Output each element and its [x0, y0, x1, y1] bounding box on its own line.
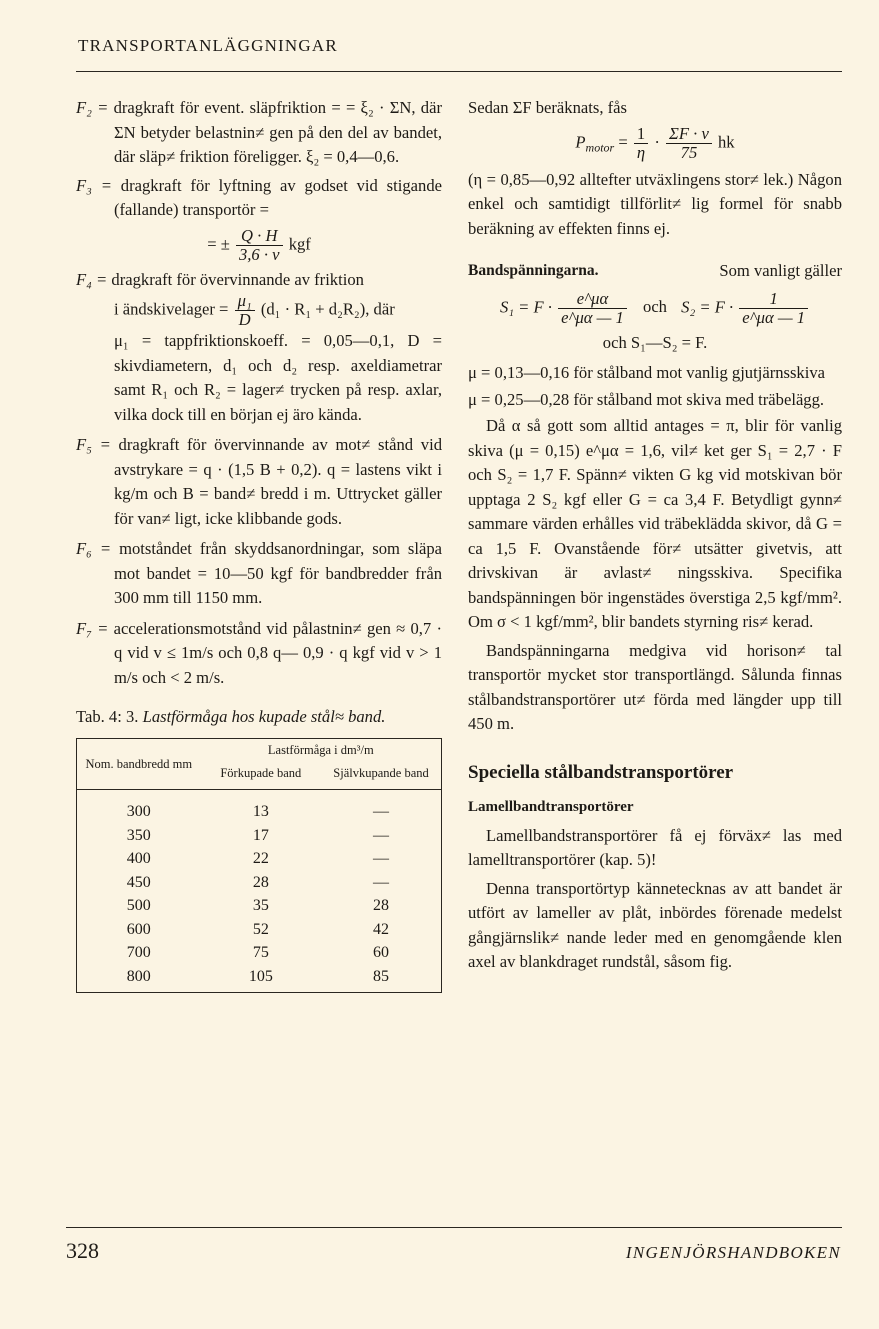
- f5-definition: [76, 433, 442, 531]
- tension-equations: [468, 290, 842, 327]
- cell-precupped: 52: [252, 920, 269, 938]
- band-heading-rest: Som vanligt gäller: [719, 261, 842, 280]
- pmotor-eq: =: [618, 131, 628, 151]
- table-row: [77, 824, 442, 848]
- f4-label: F₄ =: [76, 269, 108, 289]
- f7-label: F₇ =: [76, 618, 109, 638]
- pmotor-f2-num: ΣF · v: [666, 125, 712, 144]
- band-heading-line: [468, 259, 842, 284]
- pmotor-equation: [468, 125, 842, 162]
- pmotor-fraction-2: [666, 125, 712, 162]
- cell-precupped: 17: [252, 826, 269, 844]
- col-header-width: Nom. bandbredd mm: [77, 739, 201, 790]
- cell-selfcupping: —: [373, 850, 390, 867]
- f5-label: F₅ =: [76, 435, 111, 454]
- s1-fraction: [558, 290, 627, 327]
- f3-numerator: Q · H: [236, 227, 283, 246]
- running-header: TRANSPORTANLÄGGNINGAR: [78, 36, 338, 55]
- f3-eq-prefix: = ±: [207, 233, 230, 253]
- tension-difference: och S₁—S₂ = F.: [602, 332, 708, 352]
- intro-text: Sedan ΣF beräknats, fås: [468, 98, 627, 117]
- cell-precupped: 22: [252, 850, 269, 867]
- pmotor-f1-num: 1: [634, 125, 648, 144]
- lamell-paragraph-1: Lamellbandstransportörer få ej förväx≠ las med lamelltransportörer (kap. 5)!: [468, 825, 842, 869]
- s2-fraction: [739, 290, 808, 327]
- pmotor-fraction-1: [634, 125, 648, 162]
- f4-rest: μ₁ = tappfriktionskoeff. = 0,05—0,1, D = skivdiametern, d₁ och d₂ resp. axeldiametrar samt R₁ och R₂ = lager≠ trycken på resp. axlar, vilka dock till en början ej äro kända.: [114, 331, 442, 424]
- f4-line2: [114, 292, 442, 329]
- cell-width: 600: [126, 920, 151, 938]
- and-word: och: [643, 296, 667, 316]
- table-row: [77, 965, 442, 993]
- lamell-paragraph-2: Denna transportörtyp kännetecknas av att bandet är utfört av lameller av plåt, inbördes förenade medelst gångjärnslik≠ nande leder med en genomgående klen axel av blankdraget rundstål, såsom fig.: [468, 878, 842, 971]
- pmotor-dot: ·: [654, 131, 660, 151]
- s1-numerator: e^μα: [558, 290, 627, 309]
- cell-selfcupping: 28: [373, 897, 390, 914]
- f4-numerator: μ₁: [235, 292, 255, 311]
- length-paragraph: Bandspänningarna medgiva vid horison≠ tal transportör mycket stor transportlängd. Sålunda finnas stålbandstransportörer ut≠ förda med längder upp till 450 m.: [468, 640, 842, 733]
- eta-text: (η = 0,85—0,92 alltefter utväxlingens stor≠ lek.) Någon enkel och samtidigt tillförlit≠ lig formel för snabb beräkning av effekten finns ej.: [468, 169, 842, 238]
- pmotor-unit: hk: [718, 131, 735, 151]
- s2-denominator: e^μα — 1: [742, 307, 806, 327]
- cell-width: 500: [126, 897, 151, 914]
- table-row: [77, 790, 442, 824]
- table-row: [77, 894, 442, 918]
- cell-precupped: 13: [252, 803, 269, 820]
- table-title: Lastförmåga hos kupade stål≈ band.: [142, 707, 386, 726]
- f2-text: dragkraft för event. släpfriktion = = ξ₂ · ΣN, där ΣN betyder belastnin≠ gen på den del av bandet, där släp≠ friktion föreligger. ξ₂ = 0,4—0,6.: [113, 98, 442, 166]
- table-row: [77, 871, 442, 895]
- cell-width: 700: [126, 944, 151, 961]
- f6-text: motståndet från skyddsanordningar, som släpa mot bandet = 10—50 kgf för bandbredder från 300 mm till 1150 mm.: [114, 539, 442, 607]
- f7-text: accelerationsmotstånd vid pålastnin≠ gen ≈ 0,7 · q vid v ≤ 1m/s och 0,8 q— 0,9 · q kgf vid v > 1 m/s och < 2 m/s.: [113, 618, 442, 687]
- book-title: INGENJÖRSHANDBOKEN: [625, 1243, 841, 1262]
- s2-numerator: 1: [739, 290, 808, 309]
- left-column: [76, 96, 442, 993]
- pmotor-lhs: P: [575, 131, 586, 151]
- col-header-selfcupping: Självkupande band: [321, 762, 441, 790]
- f3-text: dragkraft för lyftning av godset vid stigande (fallande) transportör =: [114, 175, 442, 219]
- cell-width: 450: [126, 873, 151, 891]
- load-capacity-table: [76, 738, 442, 993]
- pmotor-f1-den: η: [636, 142, 646, 162]
- cell-precupped: 105: [248, 967, 273, 985]
- f3-fraction: [236, 227, 283, 264]
- cell-precupped: 28: [252, 873, 269, 891]
- f4-fraction: [235, 292, 255, 329]
- f4-line1: dragkraft för övervinnande av friktion: [111, 269, 364, 289]
- f2-label: F₂ =: [76, 98, 109, 117]
- cell-width: 350: [126, 826, 151, 844]
- col-header-group: Lastförmåga i dm³/m: [267, 743, 374, 757]
- f3-equation: [76, 227, 442, 264]
- table-caption: [76, 706, 442, 728]
- s2-lhs: S₂ = F ·: [681, 296, 734, 316]
- s1-lhs: S₁ = F ·: [499, 296, 552, 316]
- cell-selfcupping: 42: [373, 920, 390, 938]
- f3-label: F₃ =: [76, 175, 112, 195]
- cell-width: 300: [126, 803, 151, 820]
- table-row: [77, 941, 442, 965]
- table-number: Tab. 4: 3.: [76, 707, 139, 726]
- f3-denominator: 3,6 · v: [238, 244, 280, 264]
- f4-line2-post: (d₁ · R₁ + d₂R₂), där: [260, 299, 395, 319]
- cell-selfcupping: —: [373, 803, 390, 820]
- cell-width: 400: [126, 850, 151, 867]
- s1-denominator: e^μα — 1: [561, 307, 624, 327]
- table-row: [77, 918, 442, 942]
- f6-definition: [76, 537, 442, 611]
- cell-selfcupping: 60: [373, 944, 390, 961]
- cell-width: 800: [126, 967, 151, 985]
- col-header-precupped: Förkupade band: [201, 762, 321, 790]
- cell-precupped: 75: [252, 944, 269, 961]
- f6-label: F₆ =: [76, 539, 112, 558]
- header-rule: [76, 71, 842, 72]
- section-title: Speciella stålbandstransportörer: [468, 761, 734, 783]
- pmotor-f2-den: 75: [680, 142, 698, 162]
- right-column: [468, 96, 842, 979]
- cell-selfcupping: —: [373, 873, 390, 891]
- pmotor-sub: motor: [585, 140, 615, 155]
- cell-selfcupping: 85: [373, 967, 390, 985]
- cell-selfcupping: —: [373, 826, 390, 844]
- cell-precupped: 35: [252, 897, 269, 914]
- f2-definition: [76, 96, 442, 170]
- mu-cast-iron: μ = 0,13—0,16 för stålband mot vanlig gjutjärnsskiva: [468, 363, 826, 382]
- table-row: [77, 847, 442, 871]
- mu-wood-lined: μ = 0,25—0,28 för stålband mot skiva med träbelägg.: [468, 389, 825, 409]
- f4-definition: [76, 268, 442, 428]
- f4-line2-pre: i ändskivelager =: [114, 299, 229, 319]
- footer-rule: [66, 1227, 842, 1228]
- f3-unit: kgf: [288, 233, 311, 253]
- f4-denominator: D: [238, 310, 251, 329]
- f3-definition: [76, 174, 442, 223]
- f7-definition: [76, 617, 442, 691]
- tension-paragraph: Då α så gott som alltid antages = π, blir för vanlig skiva (μ = 0,15) e^μα = 1,6, vil≠ ket ger S₁ = 2,7 · F och S₂ = 1,7 F. Spänn≠ vikten G kg vid motskivan bör upptaga 2 S₂ kgf eller G = ca 3,4 F. Betydligt gynn≠ sammare värden erhålles vid träbeklädda skivor, då G = ca 1,5 F. Ovanstående för≠ utsätter givetvis, att drivskivan är avlast≠ ningsskiva. Specifika bandspänningen bör ingenstädes överstiga 2,5 kgf/mm². Om σ < 1 kgf/mm², blir bandets styrning ris≠ kerad.: [468, 416, 842, 631]
- page-number: 328: [66, 1238, 99, 1263]
- band-heading: Bandspänningarna.: [468, 262, 599, 279]
- f5-text: dragkraft för övervinnande av mot≠ stånd vid avstrykare = q · (1,5 B + 0,2). q = lastens vikt i kg/m och B = band≠ bredd i m. Uttrycket gäller för van≠ ligt, icke klibbande gods.: [114, 435, 442, 528]
- subsection-title: Lamellbandtransportörer: [468, 799, 634, 815]
